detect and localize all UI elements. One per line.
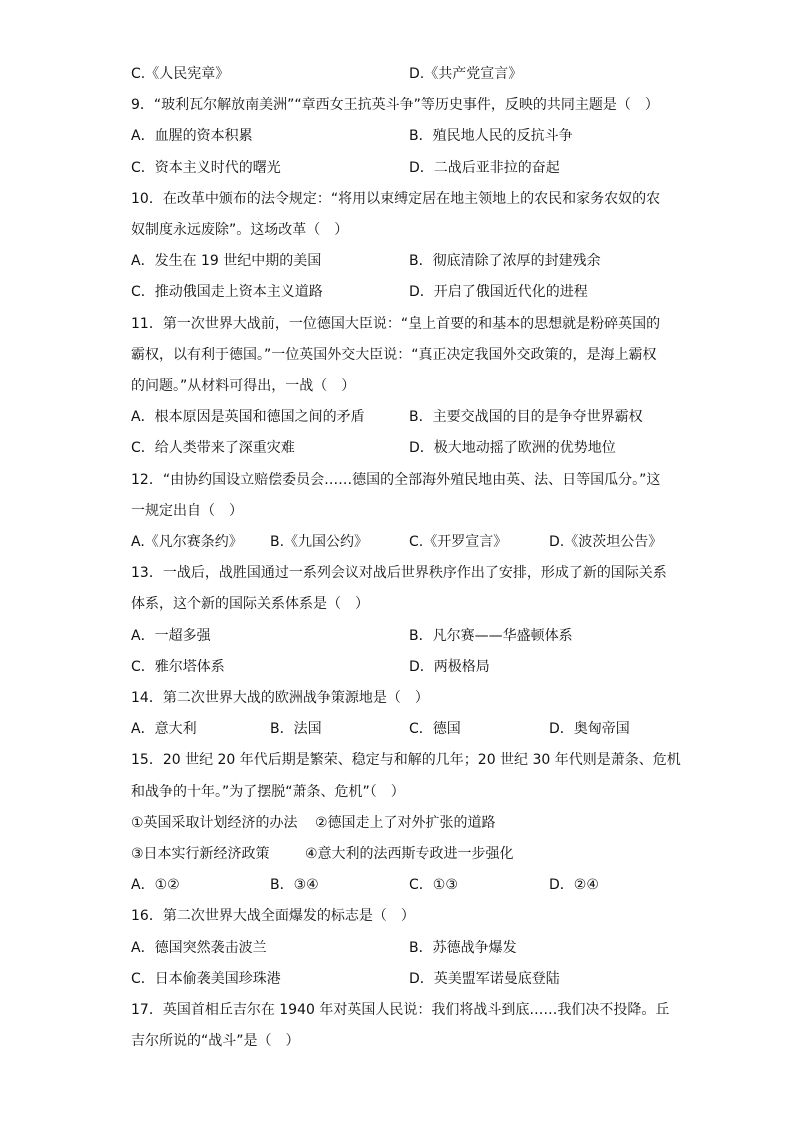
options-row: [131, 126, 671, 146]
question-text: 13．一战后，战胜国通过一系列会议对战后世界秩序作出了安排，形成了新的国际关系: [131, 565, 667, 582]
question-line: [131, 782, 671, 802]
question-line: [131, 314, 671, 334]
question-line: [131, 189, 671, 209]
answer-option: A．①②: [131, 877, 180, 894]
options-row: [131, 969, 671, 989]
answer-option: C．给人类带来了深重灾难: [131, 440, 295, 457]
options-row: [131, 438, 671, 458]
question-line: [131, 1000, 671, 1020]
options-row: [131, 64, 671, 84]
question-text: 和战争的十年。”为了摆脱“萧条、危机”（ ）: [131, 783, 405, 800]
options-row: [131, 719, 671, 739]
answer-option: ③日本实行新经济政策: [131, 846, 270, 862]
answer-option: C.《开罗宣言》: [409, 534, 508, 550]
options-row: [131, 813, 671, 833]
question-text: 奴制度永远废除”。这场改革（ ）: [131, 222, 349, 238]
answer-option: D．英美盟军诺曼底登陆: [409, 970, 560, 987]
answer-option: B．苏德战争爆发: [409, 939, 517, 956]
question-line: [131, 501, 671, 521]
answer-option: D．两极格局: [409, 658, 490, 675]
question-text: 10．在改革中颁布的法令规定：“将用以束缚定居在地主领地上的农民和家务农奴的农: [131, 190, 661, 207]
options-row: [131, 158, 671, 178]
question-text: 15．20 世纪 20 年代后期是繁荣、稳定与和解的几年；20 世纪 30 年代则是萧条、危机: [131, 752, 681, 769]
options-row: [131, 875, 671, 895]
answer-option: A．德国突然袭击波兰: [131, 939, 267, 956]
answer-option: ②德国走上了对外扩张的道路: [315, 814, 496, 831]
answer-option: A．意大利: [131, 721, 197, 738]
question-text: 14．第二次世界大战的欧洲战争策源地是（ ）: [131, 690, 429, 706]
question-text: 16．第二次世界大战全面爆发的标志是（ ）: [131, 908, 415, 925]
question-line: [131, 220, 671, 240]
options-row: [131, 657, 671, 677]
answer-option: D．极大地动摇了欧洲的优势地位: [409, 440, 616, 457]
answer-option: D.《共产党宣言》: [409, 66, 523, 82]
answer-option: A.《凡尔赛条约》: [131, 534, 243, 550]
question-line: [131, 688, 671, 708]
question-line: [131, 470, 671, 490]
answer-option: C.《人民宪章》: [131, 66, 230, 82]
question-text: 一规定出自（ ）: [131, 502, 243, 519]
question-line: [131, 95, 671, 115]
answer-option: ①英国采取计划经济的办法: [131, 814, 298, 831]
question-line: [131, 594, 671, 614]
answer-option: A．根本原因是英国和德国之间的矛盾: [131, 409, 365, 426]
answer-option: A．发生在 19 世纪中期的美国: [131, 253, 322, 270]
question-text: 的问题。”从材料可得出，一战（ ）: [131, 378, 356, 394]
question-text: 霸权，以有利于德国。”一位英国外交大臣说：“真正决定我国外交政策的，是海上霸权: [131, 346, 657, 363]
question-line: [131, 750, 681, 770]
answer-option: D．奥匈帝国: [549, 721, 630, 738]
answer-option: B．殖民地人民的反抗斗争: [409, 128, 573, 145]
question-line: [131, 906, 671, 926]
answer-option: A．血腥的资本积累: [131, 128, 253, 145]
answer-option: B．主要交战国的目的是争夺世界霸权: [409, 409, 643, 426]
answer-option: D．②④: [549, 877, 599, 894]
question-text: 体系，这个新的国际关系体系是（ ）: [131, 596, 369, 613]
question-text: 12．“由协约国设立赔偿委员会……德国的全部海外殖民地由英、法、日等国瓜分。”这: [131, 471, 661, 488]
answer-option: C．推动俄国走上资本主义道路: [131, 284, 323, 301]
answer-option: B．法国: [270, 721, 322, 738]
options-row: [131, 844, 671, 864]
answer-option: C．雅尔塔体系: [131, 658, 225, 675]
answer-option: C．资本主义时代的曙光: [131, 159, 281, 176]
question-line: [131, 1031, 671, 1051]
answer-option: C．①③: [409, 877, 458, 894]
question-text: 11．第一次世界大战前，一位德国大臣说：“皇上首要的和基本的思想就是粉碎英国的: [131, 315, 661, 332]
options-row: [131, 626, 671, 646]
question-text: 吉尔所说的“战斗”是（ ）: [131, 1033, 300, 1050]
question-line: [131, 563, 671, 583]
answer-option: B.《九国公约》: [270, 534, 369, 550]
answer-option: C．日本偷袭美国珍珠港: [131, 970, 281, 987]
answer-option: B．③④: [270, 877, 319, 894]
question-text: 17．英国首相丘吉尔在 1940 年对英国人民说：我们将战斗到底……我们决不投降。丘: [131, 1002, 670, 1018]
options-row: [131, 938, 671, 958]
answer-option: ④意大利的法西斯专政进一步强化: [305, 846, 514, 862]
options-row: [131, 532, 671, 552]
question-line: [131, 376, 671, 396]
answer-option: D．开启了俄国近代化的进程: [409, 284, 588, 301]
options-row: [131, 282, 671, 302]
question-line: [131, 345, 671, 365]
answer-option: C．德国: [409, 721, 461, 738]
answer-option: B．彻底清除了浓厚的封建残余: [409, 253, 601, 270]
options-row: [131, 407, 671, 427]
answer-option: B．凡尔赛——华盛顿体系: [409, 627, 573, 644]
answer-option: A．一超多强: [131, 627, 211, 644]
answer-option: D．二战后亚非拉的奋起: [409, 159, 560, 176]
options-row: [131, 251, 671, 271]
answer-option: D.《波茨坦公告》: [549, 534, 663, 550]
question-text: 9．“玻利瓦尔解放南美洲”“章西女王抗英斗争”等历史事件，反映的共同主题是（ ）: [131, 97, 659, 114]
